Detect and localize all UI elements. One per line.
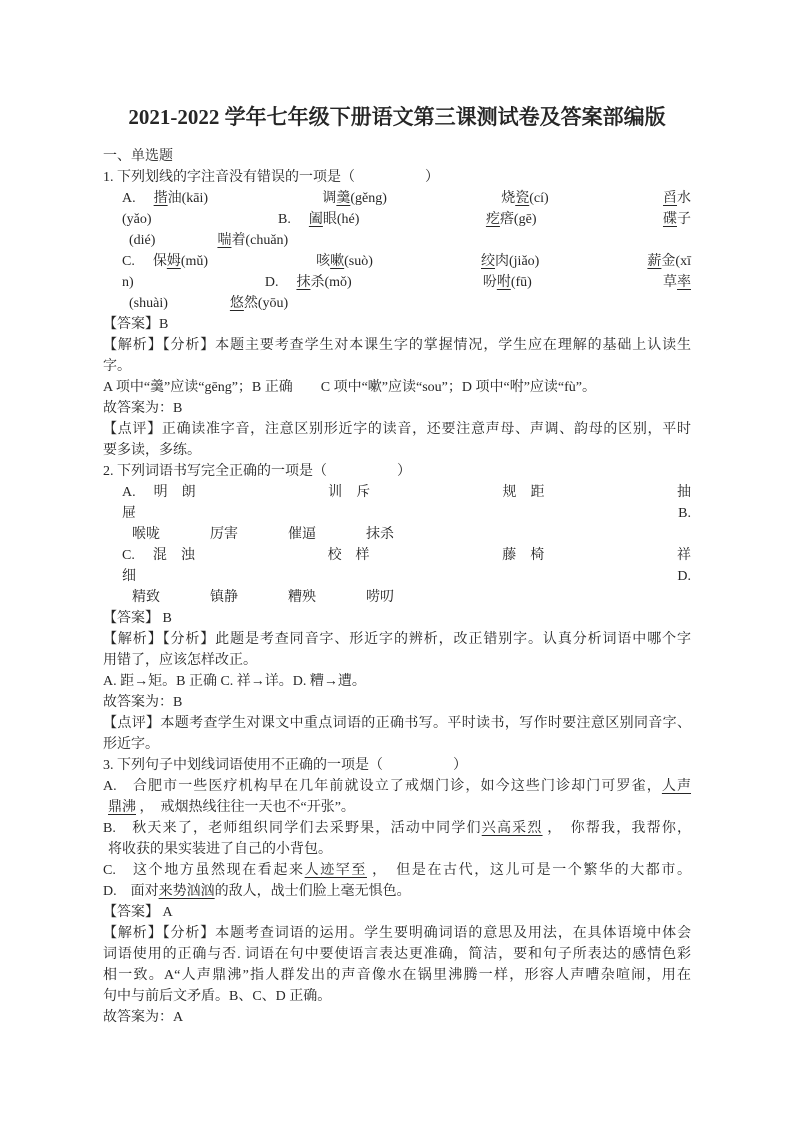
q1-option-c-group xyxy=(122,251,208,272)
word: 抹杀 xyxy=(366,527,394,542)
word: 保姆(mǔ) xyxy=(152,254,209,269)
q1-analysis-line2: 字。 xyxy=(103,359,131,374)
word: 喘着(chuǎn) xyxy=(217,233,289,248)
word: 唠叨 xyxy=(366,590,394,605)
section-heading: 一、单选题 xyxy=(103,149,173,164)
word: (dié) xyxy=(129,233,156,248)
word: 糟殃 xyxy=(288,590,316,605)
q1-label-b: B. xyxy=(278,212,291,227)
q3-analysis-line1: 【解析】【分析】本题考查词语的运用。学生要明确词语的意思及用法，在具体语境中体会 xyxy=(103,926,691,941)
q1-row-b-cont xyxy=(129,230,691,251)
word: 抹杀(mǒ) xyxy=(296,275,352,290)
q3-option-b-line2: 将收获的果实装进了自己的小背包。 xyxy=(108,842,332,857)
word: 绞肉(jiǎo) xyxy=(481,254,540,269)
word: 细 xyxy=(122,569,136,584)
q3-analysis-line4: 句中与前后文矛盾。B、C、D 正确。 xyxy=(103,989,332,1004)
q1-label-c: C. xyxy=(122,254,135,269)
word: 精致 xyxy=(132,590,160,605)
word: 校 样 xyxy=(327,548,370,563)
q3-conclusion: 故答案为：A xyxy=(103,1010,184,1025)
q2-row-a-cont xyxy=(122,503,691,524)
q3-answer: 【答案】 A xyxy=(103,905,173,920)
q1-row-a xyxy=(122,188,691,209)
q2-label-c: C. xyxy=(122,548,135,563)
word: 训 斥 xyxy=(328,485,371,500)
document-title: 2021-2022 学年七年级下册语文第三课测试卷及答案部编版 xyxy=(128,105,666,129)
q2-comment-line2: 形近字。 xyxy=(103,737,159,752)
q2-analysis-line1: 【解析】【分析】此题是考查同音字、形近字的辨析，改正错别字。认真分析词语中哪个字 xyxy=(103,632,691,647)
word: 祥 xyxy=(677,548,691,563)
word: 悠然(yōu) xyxy=(229,296,289,311)
q3-stem: 3. 下列句子中划线词语使用不正确的一项是（ ） xyxy=(103,758,467,773)
q2-row-a xyxy=(122,482,691,503)
word: (shuài) xyxy=(129,296,168,311)
q1-comment-line2: 要多读，多练。 xyxy=(103,443,201,458)
q3-option-c: C. 这个地方虽然现在看起来人迹罕至 ， 但是在古代，这儿可是一个繁华的大都市。 xyxy=(103,863,692,878)
word: 薪金(xī xyxy=(647,254,691,269)
document-content xyxy=(103,102,691,1028)
q2-option-a-group xyxy=(122,482,196,503)
word: 规 距 xyxy=(502,485,545,500)
q1-row-d-cont xyxy=(129,293,691,314)
q2-conclusion: 故答案为：B xyxy=(103,695,183,710)
q2-comment-line1: 【点评】本题考查学生对课文中重点词语的正确书写。平时读书，写作时要注意区别同音字、 xyxy=(103,716,691,731)
q3-option-b-line1: B. 秋天来了，老师组织同学们去采野果，活动中同学们兴高采烈 ， 你帮我，我帮你， xyxy=(103,821,692,836)
q1-analysis-line1: 【解析】【分析】本题主要考查学生对本课生字的掌握情况，学生应在理解的基础上认读生 xyxy=(103,338,691,353)
word: 镇静 xyxy=(210,590,238,605)
q1-comment-line1: 【点评】正确读准字音，注意区别形近字的读音，还要注意声母、声调、韵母的区别，平时 xyxy=(103,422,691,437)
q1-option-a-group xyxy=(122,188,208,209)
word: 咳嗽(suò) xyxy=(316,254,373,269)
word: 草率 xyxy=(662,275,691,290)
word: 碟子 xyxy=(662,212,691,227)
q1-conclusion: 故答案为：B xyxy=(103,401,183,416)
q3-analysis-line2: 词语使用的正确与否. 词语在句中要使语言表达更准确，简洁，要和句子所表达的感情色彩 xyxy=(103,947,691,962)
q2-row-d xyxy=(132,587,691,608)
q2-answer: 【答案】 B xyxy=(103,611,172,626)
word: 藤 椅 xyxy=(502,548,545,563)
q1-label-a: A. xyxy=(122,191,136,206)
q1-row-c xyxy=(122,251,691,272)
q2-label-b: B. xyxy=(678,506,691,521)
word: 抽 xyxy=(676,485,691,500)
word: 混 浊 xyxy=(152,548,195,563)
word: 烧瓷(cí) xyxy=(501,191,549,206)
word: (yǎo) xyxy=(122,212,152,227)
q2-label-a: A. xyxy=(122,485,136,500)
word: 催逼 xyxy=(288,527,316,542)
word: 屉 xyxy=(122,506,136,521)
q1-label-d: D. xyxy=(264,275,279,290)
q1-option-b-group xyxy=(278,209,359,230)
q1-stem: 1. 下列划线的字注音没有错误的一项是（ ） xyxy=(103,170,439,185)
q1-row-d xyxy=(122,272,691,293)
q3-option-d: D. 面对来势汹汹的敌人，战士们脸上毫无惧色。 xyxy=(103,884,411,899)
q3-option-a-line2: 鼎沸 ， 戒烟热线往往一天也不“开张”。 xyxy=(108,800,355,815)
word: 舀水 xyxy=(662,191,691,206)
q3-analysis-line3: 相一致。A“人声鼎沸”指人群发出的声音像水在锅里沸腾一样，形容人声嘈杂喧闹，用在 xyxy=(103,968,691,983)
word: 阖眼(hé) xyxy=(308,212,360,227)
word: 揩油(kāi) xyxy=(153,191,209,206)
q1-answer: 【答案】B xyxy=(103,317,169,332)
word: 吩咐(fū) xyxy=(482,275,532,290)
word: 调羹(gěng) xyxy=(322,191,387,206)
word: 疙瘩(gē) xyxy=(485,212,537,227)
q2-detail: A. 距→矩。B 正确 C. 祥→详。D. 糟→遭。 xyxy=(103,674,366,689)
q2-row-b xyxy=(132,524,691,545)
q2-analysis-line2: 用错了，应该怎样改正。 xyxy=(103,653,257,668)
word: 喉咙 xyxy=(132,527,160,542)
q2-row-c xyxy=(122,545,691,566)
q1-row-b xyxy=(122,209,691,230)
q1-option-d-group xyxy=(265,272,352,293)
q2-option-c-group xyxy=(122,545,195,566)
q2-label-d: D. xyxy=(677,569,691,584)
q1-detail: A 项中“羹”应读“gēng”；B 正确 C 项中“嗽”应读“sou”；D 项中“咐”应读“fù”。 xyxy=(103,380,597,395)
word: n) xyxy=(122,275,134,290)
q2-stem: 2. 下列词语书写完全正确的一项是（ ） xyxy=(103,464,411,479)
q3-option-a-line1: A. 合肥市一些医疗机构早在几年前就设立了戒烟门诊，如今这些门诊却门可罗雀，人声 xyxy=(103,779,692,794)
word: 明 朗 xyxy=(153,485,196,500)
q2-row-c-cont xyxy=(122,566,691,587)
word: 厉害 xyxy=(210,527,238,542)
